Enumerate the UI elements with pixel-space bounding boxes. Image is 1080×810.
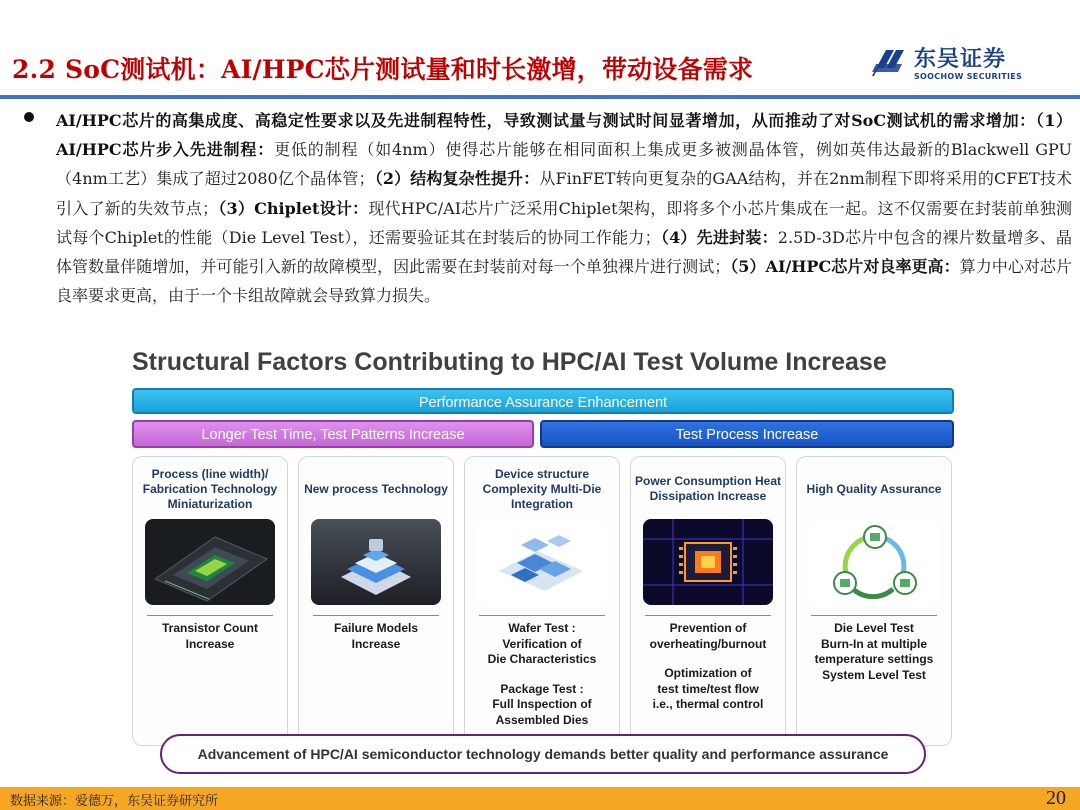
point-5-text: 算力中心对芯片良率要求更高，由于一个卡组故障就会导致算力损失。	[56, 257, 1072, 306]
point-1-heading: （1）AI/HPC芯片步入先进制程：	[56, 111, 1072, 160]
logo-english-name: SOOCHOW SECURITIES	[914, 71, 1023, 81]
outcome-line: Transistor Count	[161, 621, 258, 635]
point-4-text: 2.5D-3D芯片中包含的裸片数量增多、晶体管数量伴随增加，并可能引入新的故障模型，因此需要在封装前对每一个单独裸片进行测试；	[56, 227, 1072, 277]
test-process-increase-bar: Test Process Increase	[540, 420, 954, 448]
column-divider	[147, 615, 273, 616]
longer-test-time-bar: Longer Test Time, Test Patterns Increase	[132, 420, 534, 448]
conclusion-banner: Advancement of HPC/AI semiconductor technology demands better quality and performance assurance	[160, 734, 926, 774]
outcome-line: Prevention of	[669, 621, 747, 635]
outcome-line: Die Characteristics	[487, 652, 597, 667]
multi-die-image	[477, 519, 607, 605]
column-heading: Device structure Complexity Multi-Die Integration	[482, 466, 602, 511]
gpu-chip-image	[145, 519, 275, 605]
outcome-line: overheating/burnout	[649, 636, 767, 651]
heat-chip-image	[643, 519, 773, 605]
outcome-line: Failure Models	[333, 621, 419, 635]
test-cycle-diagram	[809, 519, 939, 605]
point-2-text: 从FinFET转向更复杂的GAA结构，并在2nm制程下即将采用的CFET技术引入了新的失效节点；	[56, 169, 1072, 218]
factor-column-device-structure	[464, 456, 620, 746]
point-2-heading: （2）结构复杂性提升：	[374, 169, 540, 189]
header-divider	[0, 95, 1080, 99]
column-divider	[811, 615, 937, 616]
column-divider	[645, 615, 771, 616]
figure-title: Structural Factors Contributing to HPC/AI Test Volume Increase	[132, 348, 887, 376]
outcome-gap	[635, 652, 781, 666]
summary-lead: AI/HPC芯片的高集成度、高稳定性要求以及先进制程特性，导致测试量与测试时间显著增加，从而推动了对SoC测试机的需求增加：	[56, 111, 1036, 130]
column-divider	[479, 615, 605, 616]
layered-transistor-image	[311, 519, 441, 605]
column-outcome	[299, 621, 453, 652]
page-number: 20	[1046, 787, 1066, 809]
point-1-text: 更低的制程（如4nm）使得芯片能够在相同面积上集成更多被测晶体管，例如英伟达最新的Blackwell GPU（4nm工艺）集成了超过2080亿个晶体管；	[56, 140, 1072, 189]
point-3-text: 现代HPC/AI芯片广泛采用Chiplet架构，即将多个小芯片集成在一起。这不仅需要在封装前单独测试每个Chiplet的性能（Die Level Test），还需要验证其在封装后的协同工作能力；	[56, 198, 1072, 247]
outcome-line: Verification of	[502, 636, 582, 651]
column-heading: Process (line width)/ Fabrication Technology Miniaturization	[142, 466, 278, 511]
column-outcome	[797, 621, 951, 683]
factor-column-new-process	[298, 456, 454, 746]
point-4-heading: （4）先进封装：	[660, 227, 778, 247]
data-source-note: 数据来源：爱德万，东吴证券研究所	[10, 794, 219, 809]
soochow-logo-icon	[868, 46, 908, 82]
performance-assurance-bar: Performance Assurance Enhancement	[132, 388, 954, 414]
bullet-paragraph	[56, 106, 1072, 310]
outcome-line: Increase	[351, 636, 401, 651]
outcome-line: i.e., thermal control	[652, 697, 764, 712]
column-outcome	[133, 621, 287, 652]
point-3-heading: （3）Chiplet设计：	[218, 198, 369, 218]
outcome-line: Optimization of	[664, 666, 752, 681]
factor-column-process	[132, 456, 288, 746]
outcome-line: Wafer Test :	[508, 621, 576, 635]
outcome-line: Full Inspection of	[492, 697, 592, 712]
column-heading: New process Technology	[304, 481, 448, 496]
column-heading: Power Consumption Heat Dissipation Increase	[634, 474, 781, 503]
bullet-dot-icon	[24, 112, 34, 122]
column-outcome	[631, 621, 785, 713]
outcome-line: Burn-In at multiple	[821, 636, 927, 651]
factor-column-quality	[796, 456, 952, 746]
outcome-line: temperature settings	[814, 652, 934, 667]
column-heading: High Quality Assurance	[806, 481, 942, 496]
column-outcome	[465, 621, 619, 729]
outcome-line: test time/test flow	[657, 681, 759, 696]
point-5-heading: （5）AI/HPC芯片对良率更高：	[730, 257, 960, 277]
outcome-line: System Level Test	[822, 667, 926, 682]
structural-factors-figure	[128, 346, 958, 776]
outcome-line: Die Level Test	[834, 621, 914, 635]
page-title: 2.2 SoC测试机：AI/HPC芯片测试量和时长激增，带动设备需求	[12, 55, 754, 84]
logo-chinese-name: 东吴证券	[914, 46, 1007, 72]
footer-bar	[0, 787, 1080, 810]
factor-column-power	[630, 456, 786, 746]
soochow-logo	[868, 46, 1022, 82]
outcome-line: Package Test :	[500, 681, 584, 696]
column-divider	[313, 615, 439, 616]
bullet-section	[22, 106, 1072, 310]
outcome-gap	[469, 668, 615, 682]
outcome-line: Assembled Dies	[495, 712, 589, 727]
outcome-line: Increase	[185, 636, 235, 651]
